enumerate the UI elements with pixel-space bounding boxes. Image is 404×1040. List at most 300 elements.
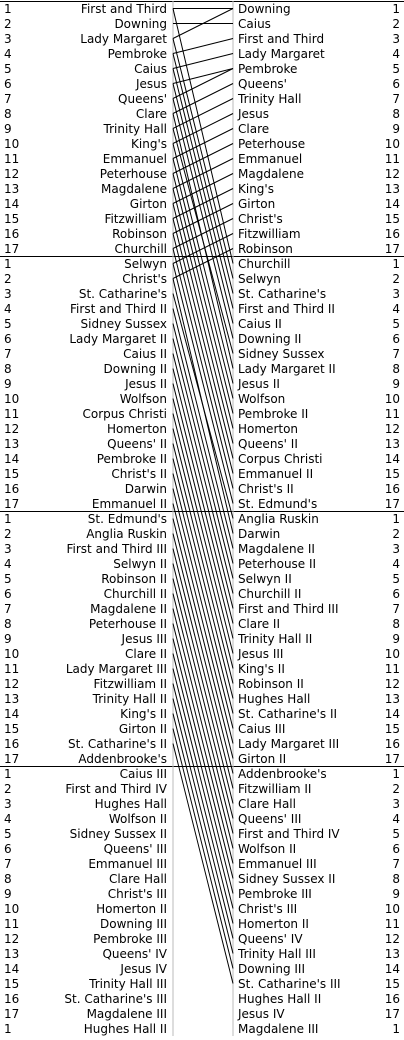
left-position-number: 1 [4,767,12,781]
right-crew-name: Trinity Hall II [238,632,313,646]
left-crew-name: Magdalene [101,182,167,196]
left-crew-name: Caius II [123,347,167,361]
crew-link [173,519,233,759]
right-position-number: 16 [384,737,400,751]
right-position-number: 2 [392,527,400,541]
left-position-number: 2 [4,527,12,541]
right-position-number: 11 [384,917,400,931]
left-crew-name: Homerton II [96,902,167,916]
right-position-number: 8 [392,617,400,631]
crew-link [173,339,233,579]
crew-link [173,324,233,564]
crew-link [173,594,233,834]
right-crew-name: Christ's III [238,902,298,916]
right-crew-name: Magdalene III [238,1022,319,1036]
right-position-number: 5 [392,572,400,586]
left-position-number: 3 [4,287,12,301]
right-crew-name: Robinson [238,242,293,256]
left-position-number: 11 [4,917,20,931]
left-crew-name: Trinity Hall [103,122,167,136]
left-crew-name: Jesus [135,77,167,91]
left-position-number: 9 [4,887,12,901]
left-crew-name: Emmanuel II [91,497,167,511]
crew-link [173,624,233,864]
right-position-number: 1 [392,2,400,16]
right-position-number: 10 [384,647,400,661]
left-crew-name: Anglia Ruskin [86,527,167,541]
right-position-number: 12 [384,167,400,181]
right-crew-name: Girton [238,197,276,211]
left-crew-name: Darwin [124,482,167,496]
right-position-number: 3 [392,287,400,301]
left-position-number: 16 [4,227,20,241]
left-crew-name: Queens' III [103,842,167,856]
left-crew-name: Christ's II [111,467,167,481]
right-crew-name: Darwin [238,527,281,541]
left-position-number: 16 [4,737,20,751]
left-position-number: 2 [4,782,12,796]
crew-link [173,399,233,639]
right-crew-name: Downing II [238,332,302,346]
right-crew-name: Caius II [238,317,282,331]
left-crew-name: Wolfson II [108,812,167,826]
left-position-number: 8 [4,617,12,631]
left-position-number: 11 [4,662,20,676]
right-position-number: 6 [392,842,400,856]
left-position-number: 12 [4,167,20,181]
left-position-number: 17 [4,752,20,766]
left-position-number: 3 [4,32,12,46]
right-crew-name: Selwyn [238,272,281,286]
right-crew-name: Clare II [238,617,281,631]
right-crew-name: Corpus Christi [238,452,323,466]
left-crew-name: Sidney Sussex [80,317,167,331]
right-crew-name: Addenbrooke's [238,767,327,781]
crew-labels [4,2,400,1036]
crew-link [173,474,233,714]
right-position-number: 10 [384,392,400,406]
right-crew-name: Sidney Sussex [238,347,325,361]
right-crew-name: Lady Margaret [238,47,325,61]
left-crew-name: Jesus IV [120,962,167,976]
right-position-number: 13 [384,437,400,451]
left-crew-name: Churchill [114,242,167,256]
left-crew-name: Clare [135,107,167,121]
right-position-number: 17 [384,752,400,766]
left-position-number: 8 [4,872,12,886]
right-crew-name: Pembroke III [238,887,312,901]
right-position-number: 13 [384,692,400,706]
right-position-number: 4 [392,812,400,826]
right-position-number: 9 [392,887,400,901]
crew-link [173,654,233,894]
right-crew-name: Jesus [238,107,270,121]
left-position-number: 14 [4,962,20,976]
left-position-number: 17 [4,1007,20,1021]
right-position-number: 11 [384,662,400,676]
left-crew-name: Christ's [122,272,167,286]
right-position-number: 9 [392,632,400,646]
left-position-number: 4 [4,47,12,61]
left-position-number: 9 [4,377,12,391]
crew-link [173,234,233,474]
left-crew-name: Downing III [100,917,167,931]
left-position-number: 1 [4,1022,12,1036]
right-position-number: 8 [392,872,400,886]
right-crew-name: Caius [238,17,271,31]
left-crew-name: Queens' II [107,437,167,451]
crew-link [173,744,233,984]
crew-link [173,144,233,384]
left-crew-name: Sidney Sussex II [69,827,167,841]
right-crew-name: Lady Margaret III [238,737,340,751]
right-position-number: 2 [392,272,400,286]
crew-link [173,264,233,504]
left-position-number: 10 [4,392,20,406]
left-crew-name: St. Catharine's [78,287,167,301]
left-position-number: 1 [4,2,12,16]
left-crew-name: Pembroke II [96,452,167,466]
left-crew-name: Jesus III [121,632,167,646]
crew-link [173,579,233,819]
right-crew-name: Christ's II [238,482,294,496]
right-crew-name: First and Third II [238,302,335,316]
right-position-number: 17 [384,242,400,256]
left-position-number: 10 [4,902,20,916]
left-position-number: 11 [4,152,20,166]
right-crew-name: St. Catharine's II [238,707,338,721]
crew-link [173,309,233,549]
right-position-number: 4 [392,557,400,571]
right-crew-name: Wolfson II [238,842,297,856]
left-crew-name: Fitzwilliam II [93,677,167,691]
right-crew-name: Homerton II [238,917,309,931]
right-position-number: 5 [392,317,400,331]
right-crew-name: St. Edmund's [238,497,318,511]
right-crew-name: Jesus II [238,377,280,391]
right-position-number: 7 [392,92,400,106]
right-position-number: 10 [384,137,400,151]
crew-link [173,249,233,489]
right-position-number: 2 [392,782,400,796]
right-position-number: 12 [384,422,400,436]
crew-link [173,54,233,69]
left-crew-name: Robinson II [101,572,167,586]
left-crew-name: Lady Margaret [80,32,167,46]
left-crew-name: Girton II [118,722,167,736]
left-position-number: 4 [4,557,12,571]
left-crew-name: Selwyn II [113,557,167,571]
left-crew-name: Girton [129,197,167,211]
right-position-number: 7 [392,347,400,361]
crew-link [173,549,233,789]
right-position-number: 3 [392,797,400,811]
right-position-number: 9 [392,377,400,391]
right-crew-name: Lady Margaret II [238,362,336,376]
position-links [173,9,233,984]
left-position-number: 10 [4,647,20,661]
left-crew-name: Robinson [112,227,167,241]
crew-link [173,609,233,849]
crew-link [173,174,233,414]
left-crew-name: Emmanuel III [88,857,167,871]
crew-link [173,219,233,459]
right-crew-name: Trinity Hall III [238,947,316,961]
right-position-number: 11 [384,152,400,166]
left-position-number: 13 [4,692,20,706]
right-crew-name: Homerton [238,422,299,436]
left-position-number: 13 [4,182,20,196]
left-crew-name: Clare II [124,647,167,661]
right-crew-name: Downing III [238,962,305,976]
left-crew-name: Magdalene II [90,602,167,616]
crew-link [173,54,233,294]
left-crew-name: Homerton [106,422,167,436]
crew-link [173,699,233,939]
crew-link [173,69,233,309]
crew-link [173,714,233,954]
right-crew-name: Downing [238,2,291,16]
left-position-number: 6 [4,332,12,346]
left-position-number: 12 [4,932,20,946]
right-position-number: 13 [384,182,400,196]
right-crew-name: St. Catharine's [238,287,327,301]
left-position-number: 7 [4,347,12,361]
crew-link [173,414,233,654]
right-crew-name: Anglia Ruskin [238,512,319,526]
right-crew-name: Magdalene II [238,542,315,556]
left-crew-name: Downing [114,17,167,31]
right-crew-name: Wolfson [238,392,286,406]
left-position-number: 4 [4,812,12,826]
right-position-number: 1 [392,767,400,781]
right-crew-name: Clare [238,122,270,136]
right-position-number: 3 [392,32,400,46]
left-position-number: 8 [4,107,12,121]
left-crew-name: Caius [134,62,167,76]
right-position-number: 5 [392,62,400,76]
left-crew-name: Queens' [118,92,167,106]
left-crew-name: First and Third II [70,302,167,316]
left-crew-name: Hughes Hall [94,797,167,811]
left-crew-name: King's [131,137,167,151]
left-crew-name: Caius III [119,767,167,781]
right-position-number: 8 [392,362,400,376]
crew-link [173,729,233,969]
left-position-number: 6 [4,77,12,91]
left-crew-name: Peterhouse II [88,617,167,631]
left-position-number: 14 [4,707,20,721]
right-crew-name: Jesus III [238,647,284,661]
left-position-number: 5 [4,572,12,586]
left-position-number: 15 [4,212,20,226]
left-crew-name: Fitzwilliam [104,212,167,226]
right-crew-name: Emmanuel [238,152,303,166]
crew-link [173,504,233,744]
left-crew-name: Wolfson [119,392,167,406]
left-crew-name: Churchill II [103,587,167,601]
right-position-number: 2 [392,17,400,31]
crew-link [173,384,233,624]
right-position-number: 16 [384,482,400,496]
left-position-number: 2 [4,272,12,286]
right-crew-name: Queens' III [238,812,302,826]
right-position-number: 12 [384,932,400,946]
crew-link [173,534,233,774]
left-position-number: 1 [4,512,12,526]
left-position-number: 13 [4,947,20,961]
left-crew-name: Jesus II [125,377,167,391]
left-position-number: 8 [4,362,12,376]
left-crew-name: Peterhouse [99,167,167,181]
right-position-number: 1 [392,512,400,526]
right-position-number: 12 [384,677,400,691]
right-position-number: 3 [392,542,400,556]
left-position-number: 11 [4,407,20,421]
left-position-number: 14 [4,452,20,466]
crew-link [173,429,233,669]
left-crew-name: Trinity Hall III [89,977,167,991]
left-crew-name: Selwyn [124,257,167,271]
left-crew-name: Magdalene III [86,1007,167,1021]
right-crew-name: Peterhouse [238,137,306,151]
left-crew-name: Pembroke III [93,932,167,946]
right-crew-name: Sidney Sussex II [238,872,336,886]
crew-link [173,444,233,684]
right-position-number: 17 [384,1007,400,1021]
right-crew-name: First and Third [238,32,325,46]
right-crew-name: Emmanuel III [238,857,317,871]
crew-link [173,489,233,729]
left-position-number: 2 [4,17,12,31]
left-position-number: 17 [4,497,20,511]
right-position-number: 14 [384,962,400,976]
right-position-number: 15 [384,467,400,481]
left-position-number: 7 [4,92,12,106]
right-position-number: 9 [392,122,400,136]
left-crew-name: Emmanuel [102,152,167,166]
right-crew-name: Peterhouse II [238,557,317,571]
left-crew-name: Lady Margaret II [69,332,167,346]
right-crew-name: First and Third III [238,602,339,616]
right-position-number: 14 [384,707,400,721]
left-crew-name: Corpus Christi [82,407,167,421]
right-crew-name: Hughes Hall II [238,992,322,1006]
left-position-number: 15 [4,722,20,736]
left-crew-name: First and Third III [66,542,167,556]
left-position-number: 14 [4,197,20,211]
right-position-number: 16 [384,227,400,241]
right-position-number: 1 [392,1022,400,1036]
left-crew-name: King's II [120,707,167,721]
crew-link [173,354,233,594]
right-position-number: 8 [392,107,400,121]
right-position-number: 16 [384,992,400,1006]
left-position-number: 6 [4,842,12,856]
left-position-number: 16 [4,482,20,496]
right-crew-name: King's [238,182,274,196]
crew-link [173,639,233,879]
right-position-number: 6 [392,587,400,601]
left-position-number: 9 [4,632,12,646]
right-crew-name: Churchill II [238,587,302,601]
right-position-number: 17 [384,497,400,511]
right-crew-name: Hughes Hall [238,692,311,706]
right-crew-name: St. Catharine's III [238,977,341,991]
left-crew-name: First and Third [80,2,167,16]
right-position-number: 6 [392,332,400,346]
right-position-number: 4 [392,302,400,316]
left-crew-name: First and Third IV [65,782,167,796]
right-crew-name: Trinity Hall [238,92,302,106]
right-position-number: 7 [392,857,400,871]
right-crew-name: Selwyn II [238,572,292,586]
right-crew-name: King's II [238,662,285,676]
right-crew-name: First and Third IV [238,827,340,841]
right-crew-name: Clare Hall [238,797,296,811]
right-crew-name: Jesus IV [238,1007,285,1021]
right-crew-name: Caius III [238,722,286,736]
right-crew-name: Emmanuel II [238,467,314,481]
crew-link [173,84,233,324]
right-position-number: 1 [392,257,400,271]
left-crew-name: Trinity Hall II [92,692,167,706]
left-position-number: 6 [4,587,12,601]
left-position-number: 15 [4,467,20,481]
right-crew-name: Fitzwilliam II [238,782,312,796]
left-crew-name: Hughes Hall II [83,1022,167,1036]
right-position-number: 14 [384,452,400,466]
right-position-number: 15 [384,722,400,736]
left-crew-name: St. Edmund's [87,512,167,526]
right-crew-name: Queens' IV [238,932,303,946]
left-position-number: 12 [4,677,20,691]
right-crew-name: Fitzwilliam [238,227,301,241]
right-crew-name: Queens' [238,77,287,91]
right-crew-name: Magdalene [238,167,304,181]
left-position-number: 7 [4,857,12,871]
left-position-number: 4 [4,302,12,316]
right-crew-name: Churchill [238,257,291,271]
right-position-number: 6 [392,77,400,91]
left-crew-name: St. Catharine's II [67,737,167,751]
right-position-number: 7 [392,602,400,616]
left-position-number: 5 [4,317,12,331]
right-position-number: 5 [392,827,400,841]
right-position-number: 4 [392,47,400,61]
right-crew-name: Pembroke II [238,407,309,421]
left-crew-name: St. Catharine's III [64,992,167,1006]
right-crew-name: Robinson II [238,677,304,691]
right-crew-name: Christ's [238,212,283,226]
left-position-number: 16 [4,992,20,1006]
right-position-number: 14 [384,197,400,211]
crew-link [173,564,233,804]
left-position-number: 1 [4,257,12,271]
left-position-number: 9 [4,122,12,136]
left-position-number: 13 [4,437,20,451]
right-position-number: 15 [384,212,400,226]
left-position-number: 12 [4,422,20,436]
left-position-number: 7 [4,602,12,616]
left-position-number: 10 [4,137,20,151]
right-position-number: 11 [384,407,400,421]
crew-link [173,669,233,909]
crew-link [173,159,233,399]
left-position-number: 3 [4,797,12,811]
right-position-number: 15 [384,977,400,991]
left-position-number: 5 [4,62,12,76]
